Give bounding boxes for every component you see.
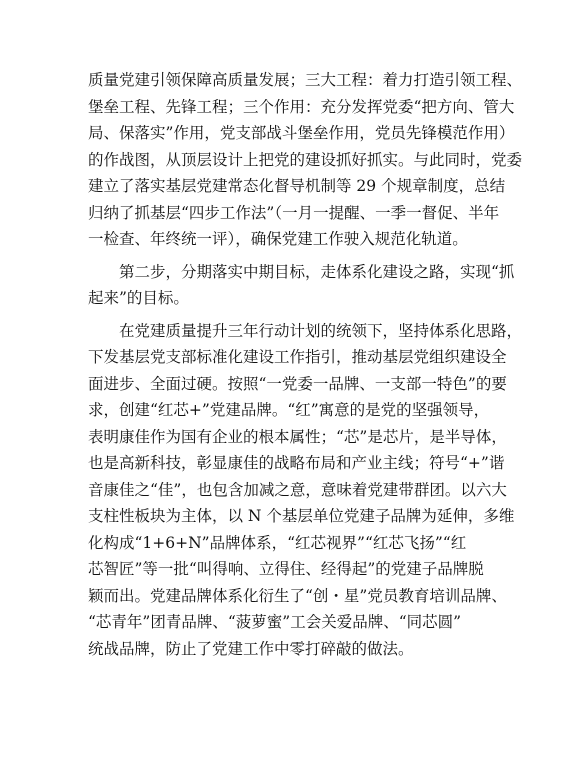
text-line: 下发基层党支部标准化建设工作指引，推动基层党组织建设全	[88, 348, 507, 366]
text-line: 建立了落实基层党建常态化督导机制等 29 个规章制度，总结	[88, 177, 506, 195]
text-line: 面进步、全面过硬。按照“一党委一品牌、一支部一特色”的要	[88, 374, 507, 393]
text-line: 颖而出。党建品牌体系化衍生了“创・星”党员教育培训品牌、	[88, 586, 507, 605]
text-line: 归纳了抓基层“四步工作法”（一月一提醒、一季一督促、半年	[88, 203, 500, 222]
text-line: 局、保落实”作用，党支部战斗堡垒作用，党员先锋模范作用）	[88, 124, 515, 142]
text-line: 也是高新科技，彰显康佳的战略布局和产业主线；符号“+”谐	[88, 454, 505, 472]
text-line: 堡垒工程、先锋工程；三个作用：充分发挥党委“把方向、管大	[88, 97, 515, 116]
paragraph-1	[88, 67, 523, 253]
text-line: 质量党建引领保障高质量发展；三大工程：着力打造引领工程、	[88, 71, 523, 89]
text-line: 求，创建“红芯+”党建品牌。“红”寓意的是党的坚强领导，	[88, 401, 490, 419]
text-line: 化构成“1+6+N”品牌体系，“红芯视界”“红芯飞扬”“红	[88, 533, 467, 552]
text-line: 在党建质量提升三年行动计划的统领下，坚持体系化思路，	[119, 321, 523, 340]
text-line: 第二步，分期落实中期目标，走体系化建设之路，实现“抓	[119, 262, 515, 281]
text-line: 一检查、年终统一评），确保党建工作驶入规范化轨道。	[88, 230, 468, 248]
text-line: 支柱性板块为主体，以 N 个基层单位党建子品牌为延伸，多维	[88, 507, 515, 525]
document-body	[88, 67, 523, 662]
text-line: 起来”的目标。	[88, 289, 189, 307]
text-line: 的作战图，从顶层设计上把党的建设抓好抓实。与此同时，党委	[88, 150, 523, 169]
text-line: 统战品牌，防止了党建工作中零打碎敲的做法。	[88, 639, 414, 658]
paragraph-2	[88, 259, 515, 312]
text-line: “芯青年”团青品牌、“菠萝蜜”工会关爱品牌、“同芯圆”	[88, 613, 462, 631]
text-line: 音康佳之“佳”，也包含加减之意，意味着党建带群团。以六大	[88, 480, 507, 499]
text-line: 表明康佳作为国有企业的根本属性；“芯”是芯片，是半导体，	[88, 427, 507, 446]
text-line: 芯智匠”等一批“叫得响、立得住、经得起”的党建子品牌脱	[88, 560, 484, 578]
paragraph-3	[88, 318, 523, 663]
